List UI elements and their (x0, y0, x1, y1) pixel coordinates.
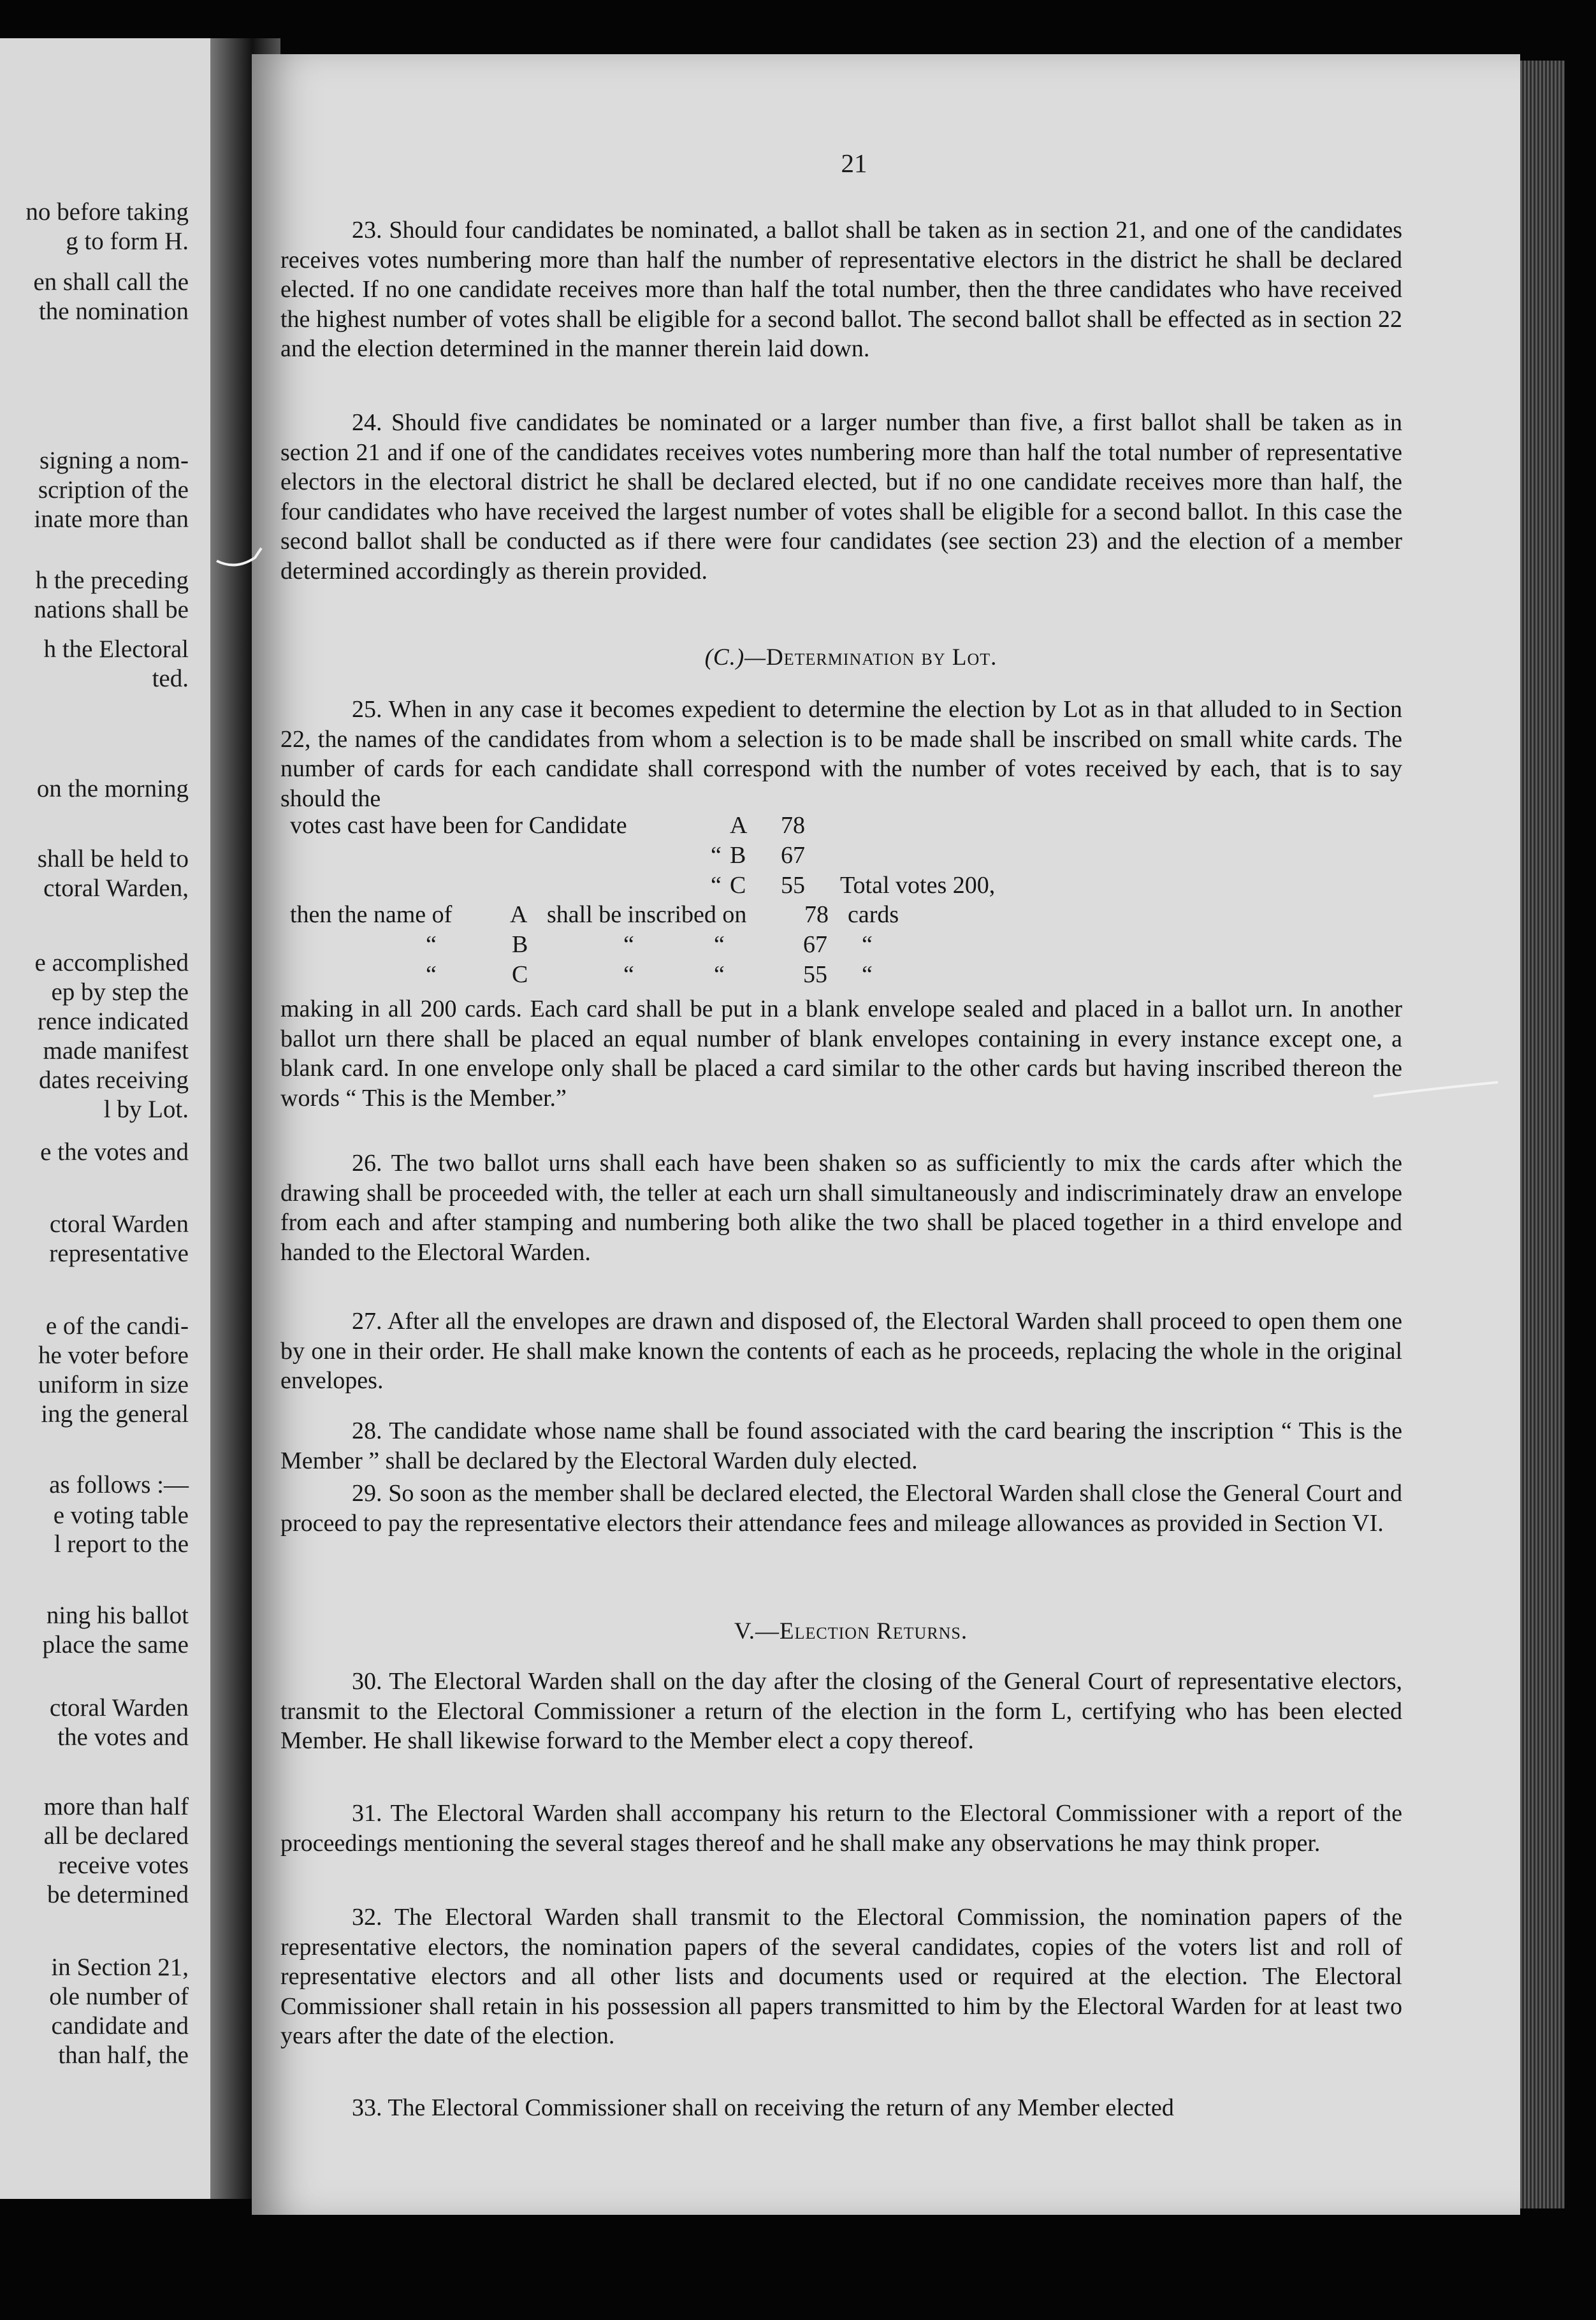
cards-cell-letter: B (512, 931, 528, 958)
cards-cell-count: 55 (803, 961, 827, 988)
heading-election-returns (280, 1618, 1421, 1645)
cards-cell-letter: A (510, 901, 528, 928)
left-page-line: more than half (43, 1793, 189, 1820)
left-page-line: e the votes and (40, 1138, 189, 1166)
votes-cell-letter: A (730, 812, 748, 839)
left-page-line: scription of the (38, 476, 189, 504)
votes-cell-ditto: “ (711, 872, 722, 899)
page-edges (1520, 61, 1565, 2208)
cards-cell-w1: “ (623, 961, 634, 988)
section-30: 30. The Electoral Warden shall on the day after the closing of the General Court of representative electors, transmit to the Electoral Commissioner a return of the election in the form L, certifying who has been elected Member. He shall likewise forward to the Member elect a copy thereof. (280, 1668, 1402, 1754)
section-28: 28. The candidate whose name shall be found associated with the card bearing the inscription “ This is the Member ” shall be declared by the Electoral Warden duly elected. (280, 1417, 1402, 1474)
left-page-line: uniform in size (38, 1371, 189, 1398)
cards-cell-count: 78 (804, 901, 829, 928)
page-number: 21 (841, 149, 867, 178)
left-page-line: dates receiving (39, 1066, 189, 1094)
section-33: 33. The Electoral Commissioner shall on receiving the return of any Member elected (352, 2094, 1174, 2121)
section-26: 26. The two ballot urns shall each have been shaken so as sufficiently to mix the cards after which the drawing shall be proceeded with, the teller at each urn shall simultaneously and indiscriminately draw an envelope from each and after stamping and numbering both alike the two shall be placed together in a third envelope and handed to the Electoral Warden. (280, 1150, 1402, 1266)
left-page-line: in Section 21, (51, 1954, 189, 1981)
section-25-continued: making in all 200 cards. Each card shall be put in a blank envelope sealed and placed in a ballot urn. In another ballot urn there shall be placed an equal number of blank envelopes containing in every instance except one, a blank card. In one envelope only shall be placed a card similar to the other cards but having inscribed thereon the words “ This is the Member.” (280, 996, 1402, 1112)
left-page-line: made manifest (43, 1037, 189, 1064)
left-page-line: ted. (152, 665, 189, 692)
left-page-line: inate more than (34, 505, 189, 533)
left-page-line: ctoral Warden (49, 1210, 189, 1238)
left-page-line: ep by step the (51, 978, 189, 1006)
cards-intro: then the name of (290, 901, 453, 928)
left-page-line: the nomination (38, 298, 189, 325)
left-page-line: receive votes (58, 1852, 189, 1879)
votes-intro: votes cast have been for Candidate (290, 812, 627, 839)
heading-c-prefix: (C.)— (704, 644, 767, 671)
left-page-line: ing the general (41, 1400, 189, 1428)
main-page (252, 54, 1520, 2215)
left-page-line: h the preceding (35, 567, 189, 594)
votes-cell-votes: 55 (781, 872, 805, 899)
left-page-line: on the morning (36, 775, 189, 802)
cards-cell-unit: “ (862, 931, 873, 958)
left-page-line: ctoral Warden (49, 1694, 189, 1722)
left-page-line: shall be held to (37, 845, 189, 873)
votes-cell-votes: 78 (781, 812, 805, 839)
cards-cell-w1: shall be inscribed on (547, 901, 747, 928)
left-page-line: no before taking (25, 198, 189, 226)
left-page-line: e voting table (53, 1502, 189, 1529)
votes-cell-letter: B (730, 842, 746, 869)
votes-cell-extra: Total votes 200, (840, 872, 996, 899)
cards-cell-ditto: “ (426, 931, 437, 958)
section-25: 25. When in any case it becomes expedient to determine the election by Lot as in that alluded to in Section 22, the names of the candidates from whom a selection is to be made shall be inscribed on small white cards. The number of cards for each candidate shall correspond with the number of votes received by each, that is to say should the (280, 696, 1402, 812)
left-page-line: all be declared (43, 1822, 189, 1850)
left-page-line: place the same (42, 1631, 189, 1658)
left-page-line: he voter before (38, 1342, 189, 1369)
left-page-line: ning his ballot (46, 1602, 189, 1629)
cards-cell-w1: “ (623, 931, 634, 958)
section-32: 32. The Electoral Warden shall transmit to the Electoral Commission, the nomination papers of the representative electors, the nomination papers of the several candidates, copies of the voters list and roll of representative electors and all other lists and documents used or required at the election. The Electoral Commissioner shall retain in his possession all papers transmitted to him by the Electoral Warden for at least two years after the date of the election. (280, 1904, 1402, 2049)
scan-mark-right (1370, 1077, 1511, 1109)
left-page-line: signing a nom- (40, 447, 189, 474)
cards-cell-w2: “ (714, 931, 725, 958)
left-page-line: candidate and (51, 2012, 189, 2040)
left-page-line: rence indicated (37, 1008, 189, 1035)
left-page-line: e of the candi- (45, 1312, 189, 1340)
cards-cell-unit: cards (848, 901, 899, 928)
left-page-line: ole number of (49, 1983, 189, 2010)
section-23: 23. Should four candidates be nominated, a ballot shall be taken as in section 21, and one of the candidates receives votes numbering more than half the number of representative electors in the district he shall be declared elected. If no one candidate receives more than half the total number, then the three candidates who have received the highest number of votes shall be eligible for a second ballot. The second ballot shall be effected as in section 22 and the election determined in the manner therein laid down. (280, 217, 1402, 362)
cards-cell-unit: “ (862, 961, 873, 988)
cards-cell-w2: “ (714, 961, 725, 988)
left-page-fragment (0, 38, 210, 2199)
heading-v-title: Election Returns. (780, 1618, 968, 1644)
section-29: 29. So soon as the member shall be declared elected, the Electoral Warden shall close the General Court and proceed to pay the representative electors their attendance fees and mileage allowances as provided in Section VI. (280, 1480, 1402, 1537)
left-page-line: ctoral Warden, (43, 874, 189, 902)
left-page-line: e accomplished (34, 949, 189, 976)
scan-mark-left (210, 542, 268, 580)
left-page-line: representative (49, 1240, 189, 1267)
cards-cell-ditto: “ (426, 961, 437, 988)
left-page-line: l by Lot. (103, 1096, 189, 1123)
votes-cell-letter: C (730, 872, 746, 899)
left-page-line: the votes and (57, 1723, 189, 1751)
left-page-line: nations shall be (34, 596, 189, 623)
section-27: 27. After all the envelopes are drawn and disposed of, the Electoral Warden shall proceed to open them one by one in their order. He shall make known the contents of each as he proceeds, replacing the whole in the original envelopes. (280, 1308, 1402, 1394)
heading-determination-by-lot (280, 644, 1421, 671)
left-page-line: as follows :— (49, 1471, 189, 1498)
heading-v-prefix: V.— (734, 1618, 780, 1644)
section-24: 24. Should five candidates be nominated or a larger number than five, a first ballot shall be taken as in section 21 and if one of the candidates receives votes numbering more than half the total number of representative electors in the electoral district he shall be declared elected, but if no one candidate receives more than half, the four candidates who have received the largest number of votes shall be eligible for a second ballot. In this case the second ballot shall be conducted as if there were four candidates (see section 23) and the election of a member determined accordingly as therein provided. (280, 409, 1402, 584)
left-page-line: h the Electoral (43, 635, 189, 663)
left-page-line: be determined (47, 1881, 189, 1908)
votes-cell-ditto: “ (711, 842, 722, 869)
left-page-line: en shall call the (33, 268, 189, 296)
section-31: 31. The Electoral Warden shall accompany his return to the Electoral Commissioner with a report of the proceedings mentioning the several stages thereof and he shall make any observations he may think proper. (280, 1800, 1402, 1857)
heading-c-title: Determination by Lot. (766, 644, 998, 671)
votes-cell-votes: 67 (781, 842, 805, 869)
cards-cell-letter: C (512, 961, 528, 988)
left-page-line: g to form H. (66, 228, 189, 255)
left-page-line: than half, the (58, 2041, 189, 2069)
left-page-line: l report to the (54, 1530, 189, 1558)
cards-cell-count: 67 (803, 931, 827, 958)
